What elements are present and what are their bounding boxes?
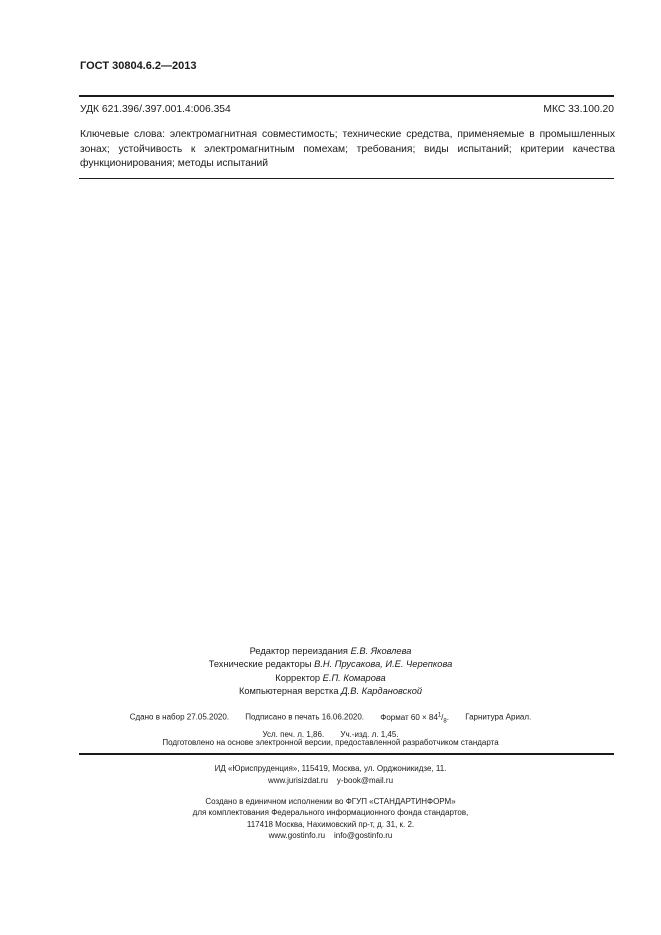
publisher-address: ИД «Юриспруденция», 115419, Москва, ул. Орджоникидзе, 11. — [214, 764, 447, 773]
tech-editors-line — [0, 658, 661, 671]
submitted-date: Сдано в набор 27.05.2020. — [129, 712, 230, 722]
producer-block — [0, 796, 661, 841]
print-info-line-1 — [0, 709, 661, 728]
keywords-divider — [79, 178, 614, 179]
layout-line — [0, 685, 661, 698]
publisher-contacts — [0, 775, 661, 787]
tech-editors-label: Технические редакторы — [208, 659, 312, 670]
producer-line-3: 117418 Москва, Нахимовский пр-т, д. 31, к. 2. — [246, 819, 415, 829]
publisher-site-link[interactable]: www.jurisizdat.ru — [267, 775, 328, 785]
paper-format: Формат $60 \times 84^1/_8$. — [380, 712, 449, 725]
print-info-block — [0, 709, 661, 741]
publisher-block — [0, 763, 661, 786]
prepared-note: Подготовлено на основе электронной версии, предоставленной разработчиком стандарта — [162, 738, 499, 747]
document-code: ГОСТ 30804.6.2—2013 — [80, 60, 197, 72]
proofreader-label: Корректор — [275, 672, 321, 683]
layout-name: Д.В. Кардановской — [341, 685, 423, 696]
top-divider — [79, 95, 614, 97]
proofreader-name: Е.П. Комарова — [322, 672, 386, 683]
bottom-divider — [79, 753, 614, 755]
keywords-paragraph: Ключевые слова: электромагнитная совместимость; технические средства, применяемые в промышленных зонах; устойчивость к электромагнитным помехам; требования; виды испытаний; критерии качества функционирования; методы испытаний — [80, 129, 615, 170]
producer-line-2: для комплектования Федерального информационного фонда стандартов, — [192, 808, 469, 818]
editor-label: Редактор переиздания — [249, 646, 348, 656]
layout-label: Компьютерная верстка — [238, 685, 339, 696]
publisher-sheets: Уч.-изд. л. 1,45. — [340, 730, 399, 740]
producer-email-link[interactable]: info@gostinfo.ru — [333, 830, 393, 840]
credits-block — [0, 645, 661, 698]
producer-line-1: Создано в единичном исполнении во ФГУП «СТАНДАРТИНФОРМ» — [205, 797, 456, 806]
typeface: Гарнитура Ариал. — [465, 712, 532, 722]
mks-code: МКС 33.100.20 — [543, 104, 614, 115]
publisher-email-link[interactable]: y-book@mail.ru — [336, 775, 394, 785]
editor-line — [0, 645, 661, 658]
print-sheets: Усл. печ. л. 1,86. — [262, 730, 325, 740]
udk-code: УДК 621.396/.397.001.4:006.354 — [80, 104, 231, 115]
producer-contacts — [0, 830, 661, 841]
signed-date: Подписано в печать 16.06.2020. — [245, 712, 365, 722]
editor-name: Е.В. Яковлева — [350, 646, 412, 656]
proofreader-line — [0, 672, 661, 685]
tech-editors-names: В.Н. Прусакова, И.Е. Черепкова — [314, 659, 453, 670]
producer-site-link[interactable]: www.gostinfo.ru — [268, 830, 326, 840]
